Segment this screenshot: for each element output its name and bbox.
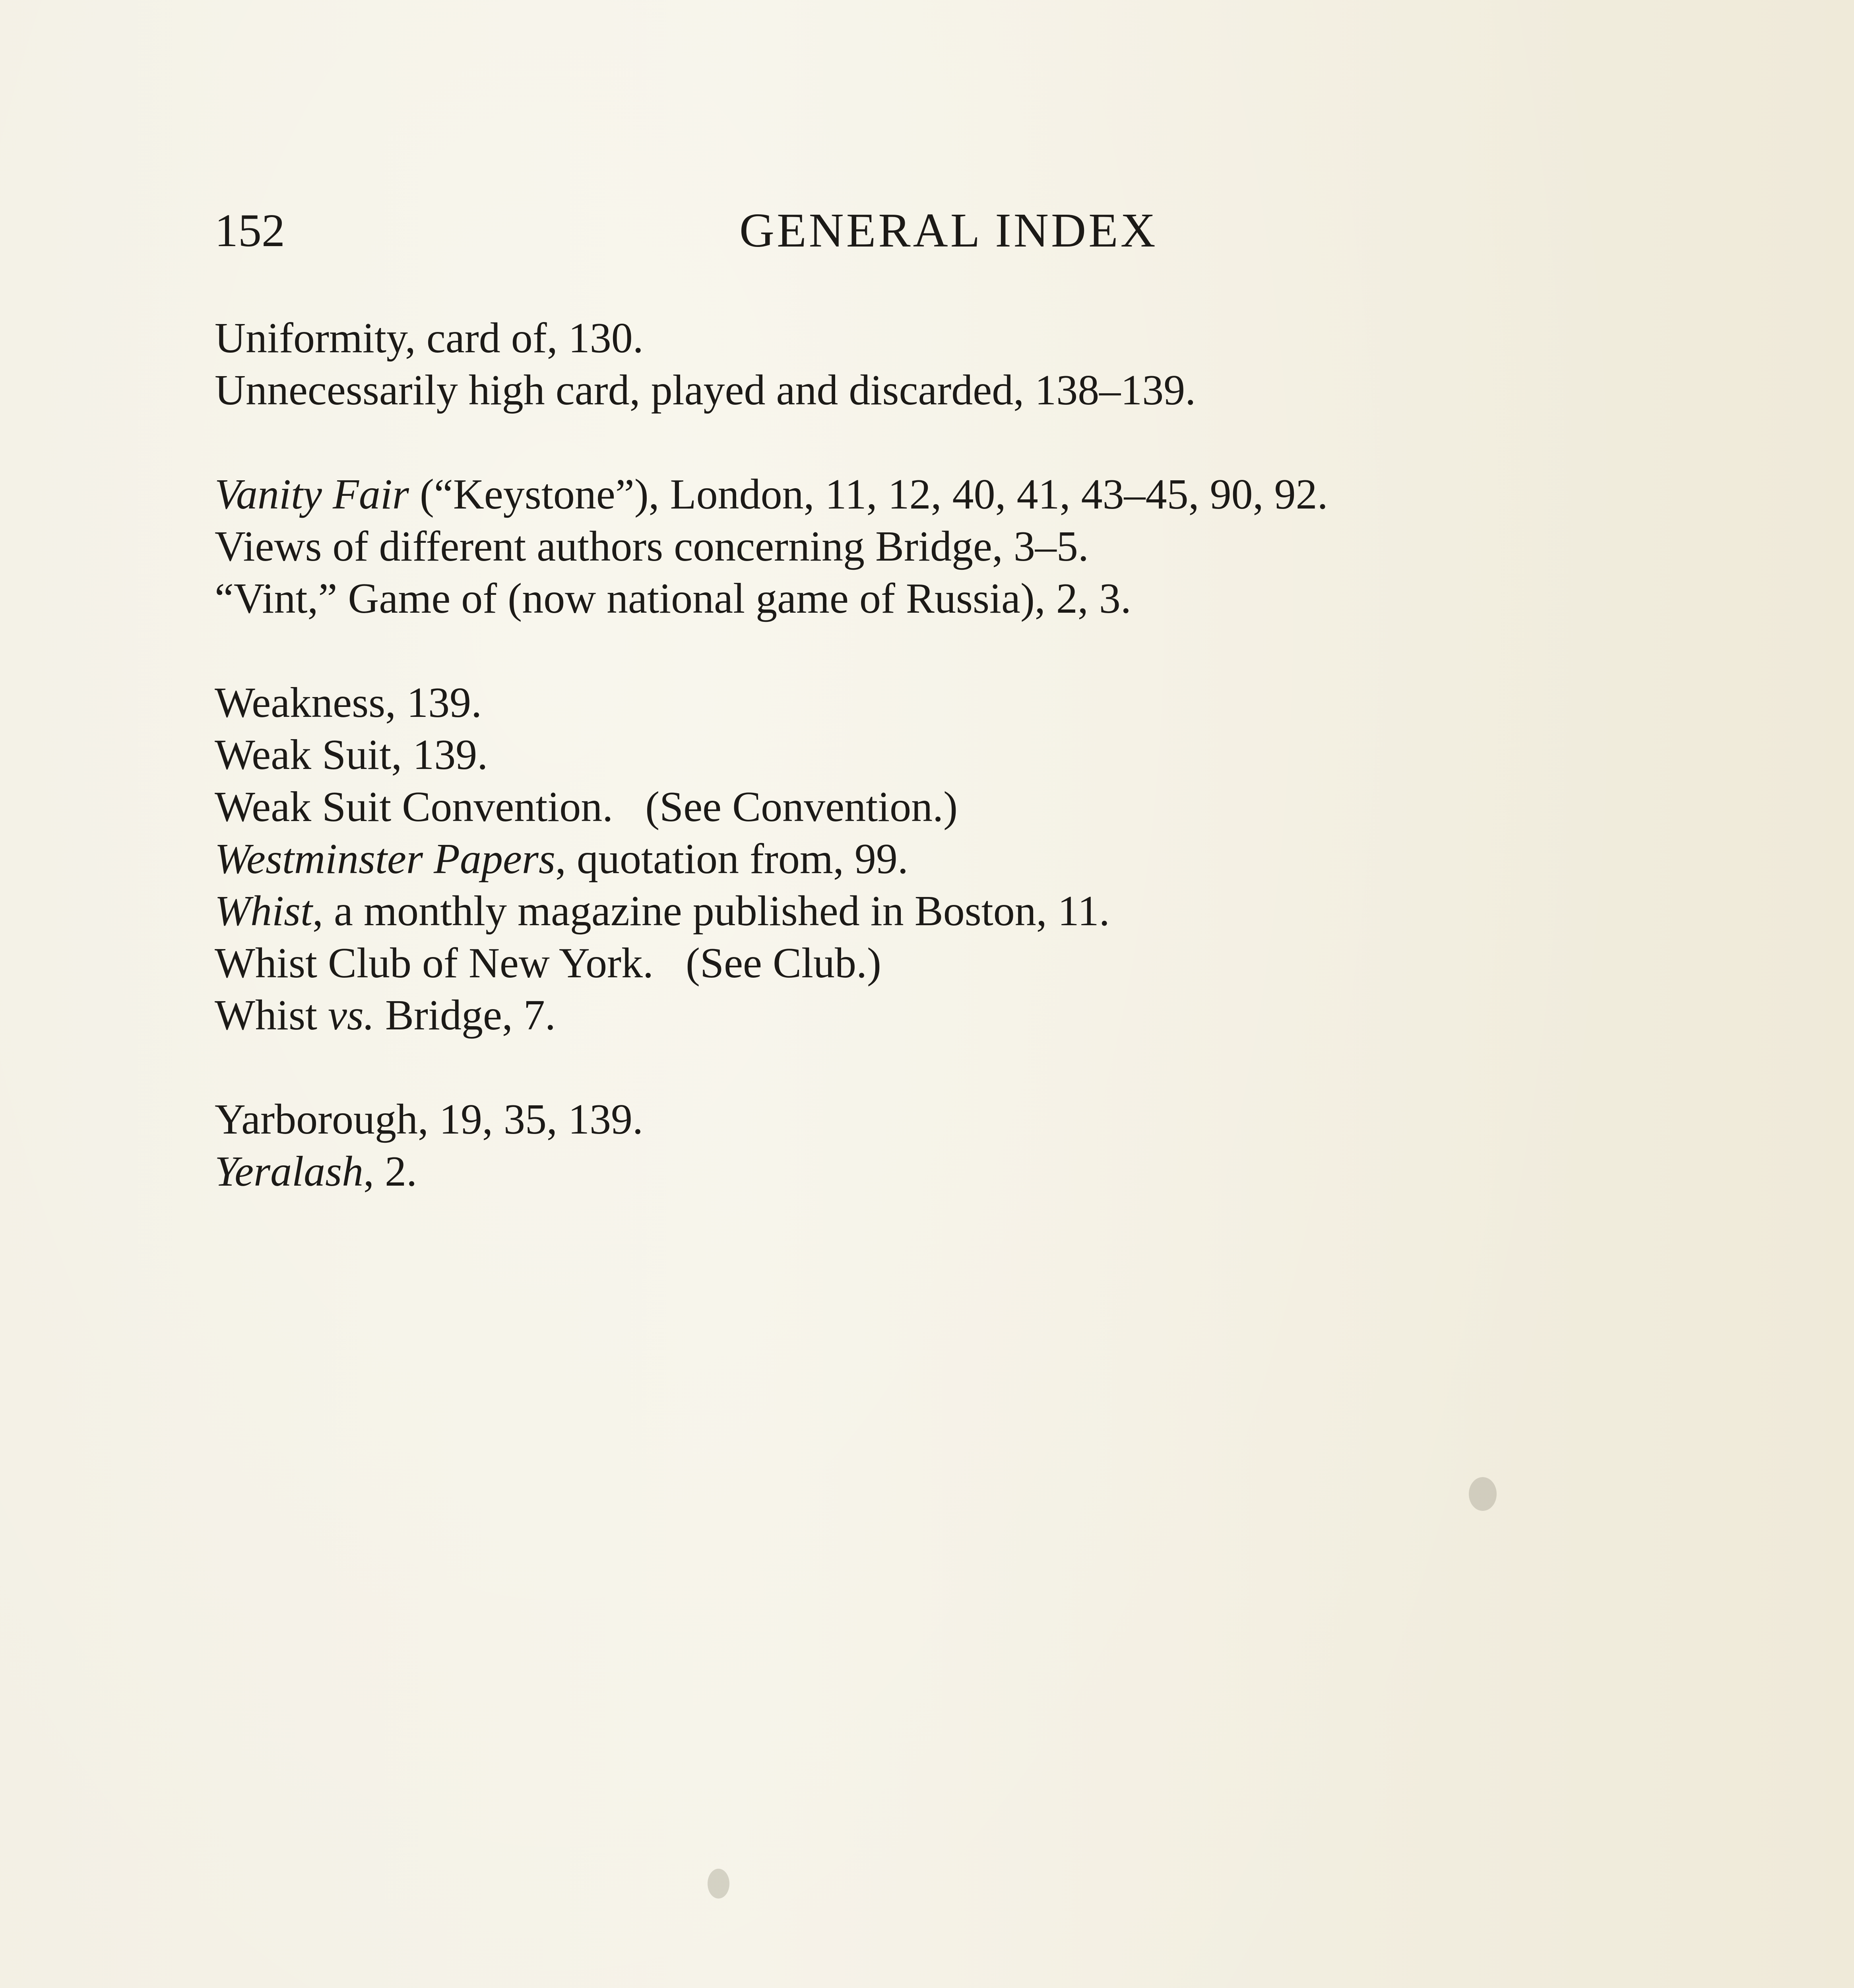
index-entry: Whist, a monthly magazine published in Boston, 11. <box>215 887 1110 935</box>
index-entry: Vanity Fair (“Keystone”), London, 11, 12, 40, 41, 43–45, 90, 92. <box>215 471 1328 518</box>
index-entry: Views of different authors concerning Bridge, 3–5. <box>215 523 1089 570</box>
section-gap <box>215 416 1606 468</box>
index-entry: Unnecessarily high card, played and discarded, 138–139. <box>215 367 1196 414</box>
index-entry: Weak Suit, 139. <box>215 731 488 779</box>
index-entry: Weak Suit Convention. (See Convention.) <box>215 783 958 831</box>
section-gap <box>215 625 1606 677</box>
running-head: GENERAL INDEX <box>739 204 1158 257</box>
paper-smudge <box>1469 1477 1497 1511</box>
index-entry: Yeralash, 2. <box>215 1148 417 1195</box>
page-number: 152 <box>215 204 285 256</box>
index-entries <box>215 312 1606 1198</box>
index-entry: “Vint,” Game of (now national game of Russia), 2, 3. <box>215 575 1131 622</box>
paper-smudge <box>708 1869 729 1899</box>
index-entry: Yarborough, 19, 35, 139. <box>215 1096 644 1143</box>
index-entry: Weakness, 139. <box>215 679 482 726</box>
index-entry: Uniformity, card of, 130. <box>215 315 644 362</box>
page-header <box>215 199 1542 266</box>
index-entry: Whist Club of New York. (See Club.) <box>215 940 881 987</box>
section-gap <box>215 1041 1606 1093</box>
index-entry: Westminster Papers, quotation from, 99. <box>215 835 908 883</box>
index-entry: Whist vs. Bridge, 7. <box>215 992 556 1039</box>
